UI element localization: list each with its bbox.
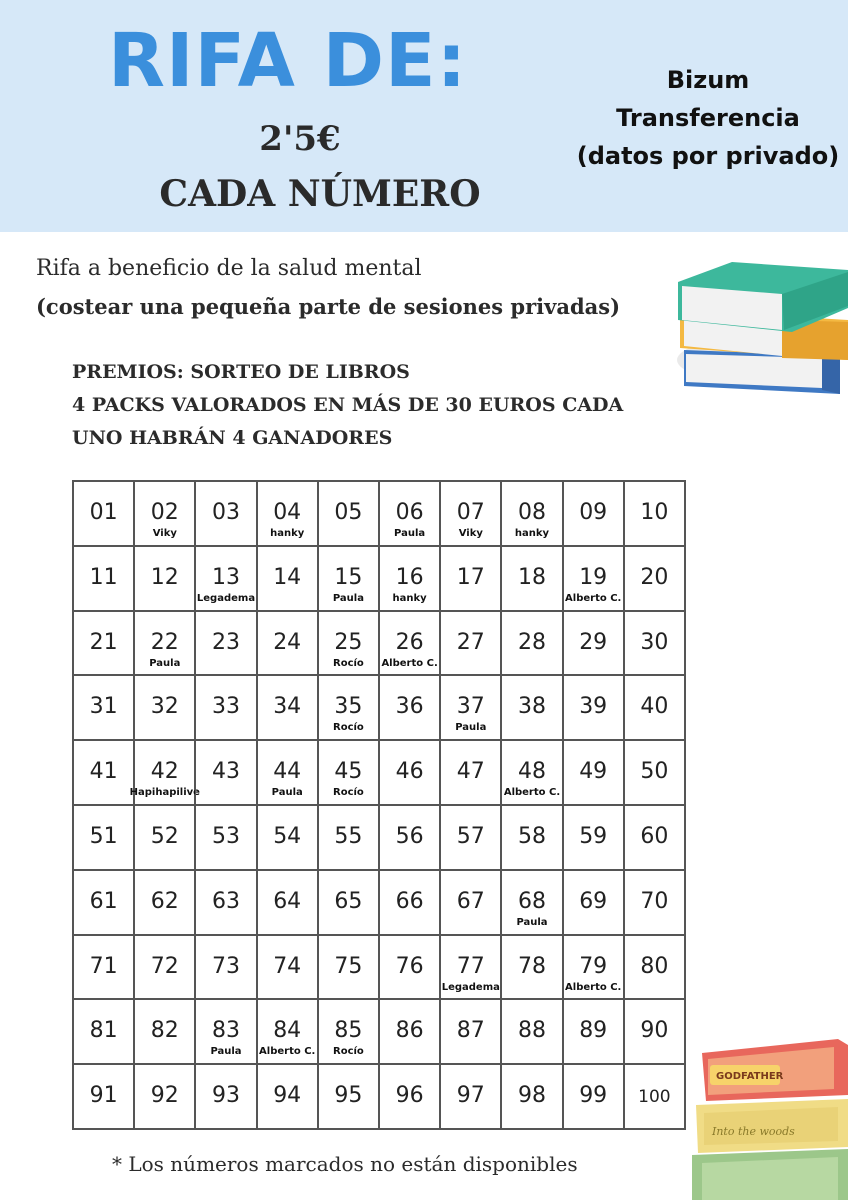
raffle-number: 70 bbox=[640, 888, 669, 914]
raffle-cell bbox=[440, 546, 501, 611]
raffle-number: 88 bbox=[517, 1018, 546, 1044]
raffle-cell bbox=[624, 611, 685, 676]
raffle-cell bbox=[134, 935, 195, 1000]
raffle-number: 32 bbox=[150, 694, 179, 720]
raffle-cell bbox=[501, 546, 562, 611]
raffle-number: 72 bbox=[150, 953, 179, 979]
raffle-cell bbox=[257, 805, 318, 870]
raffle-cell bbox=[195, 935, 256, 1000]
raffle-number: 34 bbox=[273, 694, 302, 720]
raffle-number: 75 bbox=[334, 953, 363, 979]
raffle-cell bbox=[563, 935, 624, 1000]
raffle-cell bbox=[624, 546, 685, 611]
raffle-cell bbox=[73, 546, 134, 611]
raffle-number: 81 bbox=[89, 1018, 118, 1044]
raffle-number: 42 bbox=[150, 759, 179, 785]
raffle-cell bbox=[501, 611, 562, 676]
raffle-number: 92 bbox=[150, 1083, 179, 1109]
raffle-cell bbox=[195, 870, 256, 935]
raffle-cell bbox=[501, 999, 562, 1064]
raffle-number: 17 bbox=[456, 564, 485, 590]
raffle-number: 09 bbox=[579, 500, 608, 525]
raffle-number: 27 bbox=[456, 629, 485, 655]
raffle-number: 13 bbox=[211, 564, 240, 590]
raffle-number: 03 bbox=[211, 500, 240, 525]
raffle-number: 08 bbox=[517, 500, 546, 525]
raffle-cell bbox=[73, 740, 134, 805]
raffle-cell bbox=[318, 1064, 379, 1129]
raffle-number: 14 bbox=[273, 564, 302, 590]
raffle-number: 46 bbox=[395, 759, 424, 785]
raffle-cell bbox=[134, 999, 195, 1064]
raffle-cell bbox=[73, 1064, 134, 1129]
raffle-cell bbox=[318, 805, 379, 870]
raffle-number: 73 bbox=[211, 953, 240, 979]
prizes-section bbox=[72, 360, 623, 459]
raffle-number: 49 bbox=[579, 759, 608, 785]
raffle-cell bbox=[440, 481, 501, 546]
raffle-cell bbox=[195, 999, 256, 1064]
participant-name: hanky bbox=[392, 592, 427, 604]
participant-name: Alberto C. bbox=[503, 787, 561, 799]
raffle-cell bbox=[501, 870, 562, 935]
raffle-number: 04 bbox=[273, 500, 302, 525]
prizes-line-1: PREMIOS: SORTEO DE LIBROS bbox=[72, 361, 410, 383]
raffle-number: 40 bbox=[640, 694, 669, 720]
raffle-number: 93 bbox=[211, 1083, 240, 1109]
raffle-number: 21 bbox=[89, 629, 118, 655]
raffle-number: 98 bbox=[517, 1083, 546, 1109]
raffle-cell bbox=[195, 481, 256, 546]
raffle-number: 55 bbox=[334, 824, 363, 849]
description-line-1: Rifa a beneficio de la salud mental bbox=[36, 256, 422, 281]
raffle-number: 05 bbox=[334, 500, 363, 525]
raffle-number: 45 bbox=[334, 759, 363, 785]
book-stack-decoration bbox=[688, 1035, 848, 1200]
raffle-number: 01 bbox=[89, 500, 118, 525]
raffle-cell bbox=[501, 481, 562, 546]
raffle-cell bbox=[379, 611, 440, 676]
raffle-number-grid bbox=[72, 480, 686, 1130]
participant-name: Rocío bbox=[333, 722, 364, 734]
participant-name: Paula bbox=[149, 657, 181, 669]
raffle-cell bbox=[379, 481, 440, 546]
participant-name: Paula bbox=[516, 916, 548, 928]
raffle-cell bbox=[73, 870, 134, 935]
raffle-number: 71 bbox=[89, 953, 118, 979]
raffle-number: 56 bbox=[395, 824, 424, 849]
raffle-cell bbox=[379, 740, 440, 805]
raffle-cell bbox=[257, 999, 318, 1064]
raffle-cell bbox=[318, 546, 379, 611]
raffle-number: 35 bbox=[334, 694, 363, 720]
raffle-number: 31 bbox=[89, 694, 118, 720]
raffle-cell bbox=[73, 805, 134, 870]
raffle-number: 57 bbox=[456, 824, 485, 849]
raffle-cell bbox=[318, 999, 379, 1064]
raffle-cell bbox=[134, 546, 195, 611]
participant-name: Paula bbox=[271, 787, 303, 799]
raffle-cell bbox=[379, 999, 440, 1064]
raffle-number: 100 bbox=[638, 1087, 671, 1108]
raffle-number: 91 bbox=[89, 1083, 118, 1109]
raffle-cell bbox=[501, 935, 562, 1000]
raffle-cell bbox=[318, 481, 379, 546]
raffle-number: 26 bbox=[395, 629, 424, 655]
raffle-cell bbox=[195, 611, 256, 676]
raffle-number: 43 bbox=[211, 759, 240, 785]
participant-name: Rocío bbox=[333, 657, 364, 669]
raffle-number: 37 bbox=[456, 694, 485, 720]
header-banner bbox=[0, 0, 848, 232]
raffle-number: 11 bbox=[89, 564, 118, 590]
raffle-cell bbox=[501, 1064, 562, 1129]
prizes-line-2: 4 PACKS VALORADOS EN MÁS DE 30 EUROS CADA bbox=[72, 394, 624, 416]
raffle-number: 66 bbox=[395, 888, 424, 914]
raffle-number: 85 bbox=[334, 1018, 363, 1044]
raffle-cell bbox=[134, 870, 195, 935]
raffle-number: 15 bbox=[334, 564, 363, 590]
book-spine-bottom-text: Into the woods bbox=[712, 1125, 795, 1138]
raffle-cell bbox=[624, 870, 685, 935]
raffle-number: 44 bbox=[273, 759, 302, 785]
payment-details-note: (datos por privado) bbox=[576, 142, 840, 170]
raffle-number: 90 bbox=[640, 1018, 669, 1044]
raffle-cell bbox=[129, 740, 200, 805]
raffle-cell bbox=[257, 546, 318, 611]
participant-name: Hapihapilive bbox=[129, 787, 200, 799]
raffle-cell bbox=[318, 935, 379, 1000]
payment-method-bizum: Bizum bbox=[666, 66, 750, 94]
raffle-cell bbox=[257, 675, 318, 740]
raffle-cell bbox=[563, 999, 624, 1064]
raffle-cell bbox=[257, 740, 318, 805]
raffle-cell bbox=[318, 675, 379, 740]
raffle-cell bbox=[440, 935, 501, 1000]
raffle-number: 64 bbox=[273, 888, 302, 914]
raffle-number: 29 bbox=[579, 629, 608, 655]
participant-name: Viky bbox=[458, 528, 483, 539]
raffle-number: 95 bbox=[334, 1083, 363, 1109]
participant-name: Rocío bbox=[333, 1046, 364, 1058]
raffle-number: 30 bbox=[640, 629, 669, 655]
raffle-cell bbox=[440, 611, 501, 676]
raffle-cell bbox=[379, 870, 440, 935]
raffle-number: 63 bbox=[211, 888, 240, 914]
raffle-cell bbox=[563, 611, 624, 676]
raffle-cell bbox=[624, 805, 685, 870]
ticket-price: 2'5€ bbox=[259, 119, 341, 159]
raffle-cell bbox=[134, 675, 195, 740]
raffle-number: 41 bbox=[89, 759, 118, 785]
raffle-number: 54 bbox=[273, 824, 302, 849]
raffle-cell bbox=[563, 870, 624, 935]
raffle-number: 48 bbox=[517, 759, 546, 785]
book-spine-top-text: GODFATHER bbox=[716, 1071, 784, 1082]
participant-name: Alberto C. bbox=[381, 657, 438, 669]
participant-name: Legadema bbox=[441, 981, 500, 993]
raffle-number: 47 bbox=[456, 759, 485, 785]
payment-methods bbox=[568, 68, 848, 182]
raffle-number: 36 bbox=[395, 694, 424, 720]
participant-name: Viky bbox=[152, 528, 177, 539]
raffle-number: 60 bbox=[640, 824, 669, 849]
participant-name: hanky bbox=[514, 528, 550, 539]
raffle-cell bbox=[501, 740, 562, 805]
participant-name: Alberto C. bbox=[565, 592, 622, 604]
raffle-cell bbox=[134, 805, 195, 870]
raffle-number: 80 bbox=[640, 953, 669, 979]
raffle-number: 76 bbox=[395, 953, 424, 979]
raffle-number: 06 bbox=[395, 500, 424, 525]
participant-name: Paula bbox=[455, 722, 487, 734]
raffle-cell bbox=[440, 675, 501, 740]
raffle-number: 02 bbox=[150, 500, 179, 525]
raffle-cell bbox=[379, 935, 440, 1000]
raffle-number: 87 bbox=[456, 1018, 485, 1044]
raffle-number: 84 bbox=[273, 1018, 302, 1044]
availability-footnote: * Los números marcados no están disponibles bbox=[112, 1152, 578, 1176]
raffle-cell bbox=[257, 481, 318, 546]
raffle-number: 68 bbox=[517, 888, 546, 914]
raffle-cell bbox=[624, 999, 685, 1064]
raffle-cell bbox=[440, 805, 501, 870]
raffle-number: 78 bbox=[517, 953, 546, 979]
raffle-cell bbox=[134, 611, 195, 676]
raffle-cell bbox=[257, 1064, 318, 1129]
raffle-cell bbox=[134, 481, 195, 546]
raffle-cell bbox=[379, 675, 440, 740]
raffle-cell bbox=[195, 675, 256, 740]
raffle-cell bbox=[195, 546, 256, 611]
raffle-number: 89 bbox=[579, 1018, 608, 1044]
raffle-cell bbox=[318, 870, 379, 935]
raffle-number: 10 bbox=[640, 500, 669, 525]
raffle-number: 96 bbox=[395, 1083, 424, 1109]
raffle-cell bbox=[624, 1064, 685, 1129]
raffle-cell bbox=[257, 935, 318, 1000]
raffle-number: 23 bbox=[211, 629, 240, 655]
raffle-cell bbox=[195, 805, 256, 870]
raffle-cell bbox=[379, 805, 440, 870]
raffle-cell bbox=[563, 805, 624, 870]
raffle-cell bbox=[624, 740, 685, 805]
raffle-number: 77 bbox=[456, 953, 485, 979]
raffle-cell bbox=[563, 675, 624, 740]
raffle-cell bbox=[563, 546, 624, 611]
raffle-number: 65 bbox=[334, 888, 363, 914]
raffle-cell bbox=[563, 1064, 624, 1129]
raffle-cell bbox=[563, 740, 624, 805]
prizes-line-3: UNO HABRÁN 4 GANADORES bbox=[72, 427, 393, 449]
participant-name: Rocío bbox=[333, 787, 364, 799]
raffle-number: 39 bbox=[579, 694, 608, 720]
raffle-number: 52 bbox=[150, 824, 179, 849]
raffle-cell bbox=[195, 740, 256, 805]
raffle-number: 62 bbox=[150, 888, 179, 914]
raffle-number: 61 bbox=[89, 888, 118, 914]
participant-name: Paula bbox=[394, 528, 426, 539]
raffle-number: 94 bbox=[273, 1083, 302, 1109]
raffle-number: 99 bbox=[579, 1083, 608, 1109]
raffle-number: 22 bbox=[150, 629, 179, 655]
raffle-cell bbox=[440, 740, 501, 805]
raffle-cell bbox=[501, 805, 562, 870]
raffle-number: 33 bbox=[211, 694, 240, 720]
participant-name: Legadema bbox=[196, 592, 256, 604]
raffle-number: 82 bbox=[150, 1018, 179, 1044]
raffle-cell bbox=[440, 870, 501, 935]
raffle-number: 20 bbox=[640, 564, 669, 590]
raffle-cell bbox=[318, 611, 379, 676]
raffle-cell bbox=[624, 935, 685, 1000]
price-note: CADA NÚMERO bbox=[159, 173, 481, 215]
raffle-number: 86 bbox=[395, 1018, 424, 1044]
raffle-cell bbox=[257, 611, 318, 676]
book-stack-illustration bbox=[672, 260, 848, 400]
raffle-cell bbox=[440, 999, 501, 1064]
raffle-cell bbox=[440, 1064, 501, 1129]
participant-name: Paula bbox=[332, 592, 364, 604]
raffle-number: 67 bbox=[456, 888, 485, 914]
raffle-cell bbox=[73, 611, 134, 676]
raffle-number: 38 bbox=[517, 694, 546, 720]
raffle-title: RIFA DE: bbox=[108, 18, 468, 104]
raffle-number: 19 bbox=[579, 564, 608, 590]
raffle-cell bbox=[73, 675, 134, 740]
raffle-cell bbox=[73, 481, 134, 546]
raffle-number: 51 bbox=[89, 824, 118, 849]
raffle-number: 83 bbox=[211, 1018, 240, 1044]
raffle-cell bbox=[624, 481, 685, 546]
raffle-cell bbox=[379, 546, 440, 611]
raffle-number: 74 bbox=[273, 953, 302, 979]
raffle-number: 16 bbox=[395, 564, 424, 590]
raffle-number: 50 bbox=[640, 759, 669, 785]
raffle-cell bbox=[134, 1064, 195, 1129]
raffle-number: 18 bbox=[517, 564, 546, 590]
participant-name: Alberto C. bbox=[259, 1046, 316, 1058]
description-line-2: (costear una pequeña parte de sesiones privadas) bbox=[36, 294, 621, 319]
raffle-cell bbox=[624, 675, 685, 740]
raffle-number: 79 bbox=[579, 953, 608, 979]
raffle-number: 97 bbox=[456, 1083, 485, 1109]
raffle-number: 58 bbox=[517, 824, 546, 849]
raffle-number: 07 bbox=[456, 500, 485, 525]
raffle-number: 53 bbox=[211, 824, 240, 849]
raffle-cell bbox=[563, 481, 624, 546]
participant-name: hanky bbox=[270, 528, 305, 539]
raffle-number: 24 bbox=[273, 629, 302, 655]
payment-method-transfer: Transferencia bbox=[616, 104, 800, 132]
raffle-cell bbox=[73, 935, 134, 1000]
raffle-number: 69 bbox=[579, 888, 608, 914]
raffle-cell bbox=[73, 999, 134, 1064]
participant-name: Alberto C. bbox=[565, 981, 622, 993]
raffle-cell bbox=[257, 870, 318, 935]
raffle-cell bbox=[195, 1064, 256, 1129]
raffle-cell bbox=[379, 1064, 440, 1129]
raffle-number: 12 bbox=[150, 564, 179, 590]
raffle-cell bbox=[501, 675, 562, 740]
raffle-number: 25 bbox=[334, 629, 363, 655]
participant-name: Paula bbox=[210, 1046, 242, 1058]
raffle-number: 28 bbox=[517, 629, 546, 655]
raffle-cell bbox=[318, 740, 379, 805]
raffle-number: 59 bbox=[579, 824, 608, 849]
